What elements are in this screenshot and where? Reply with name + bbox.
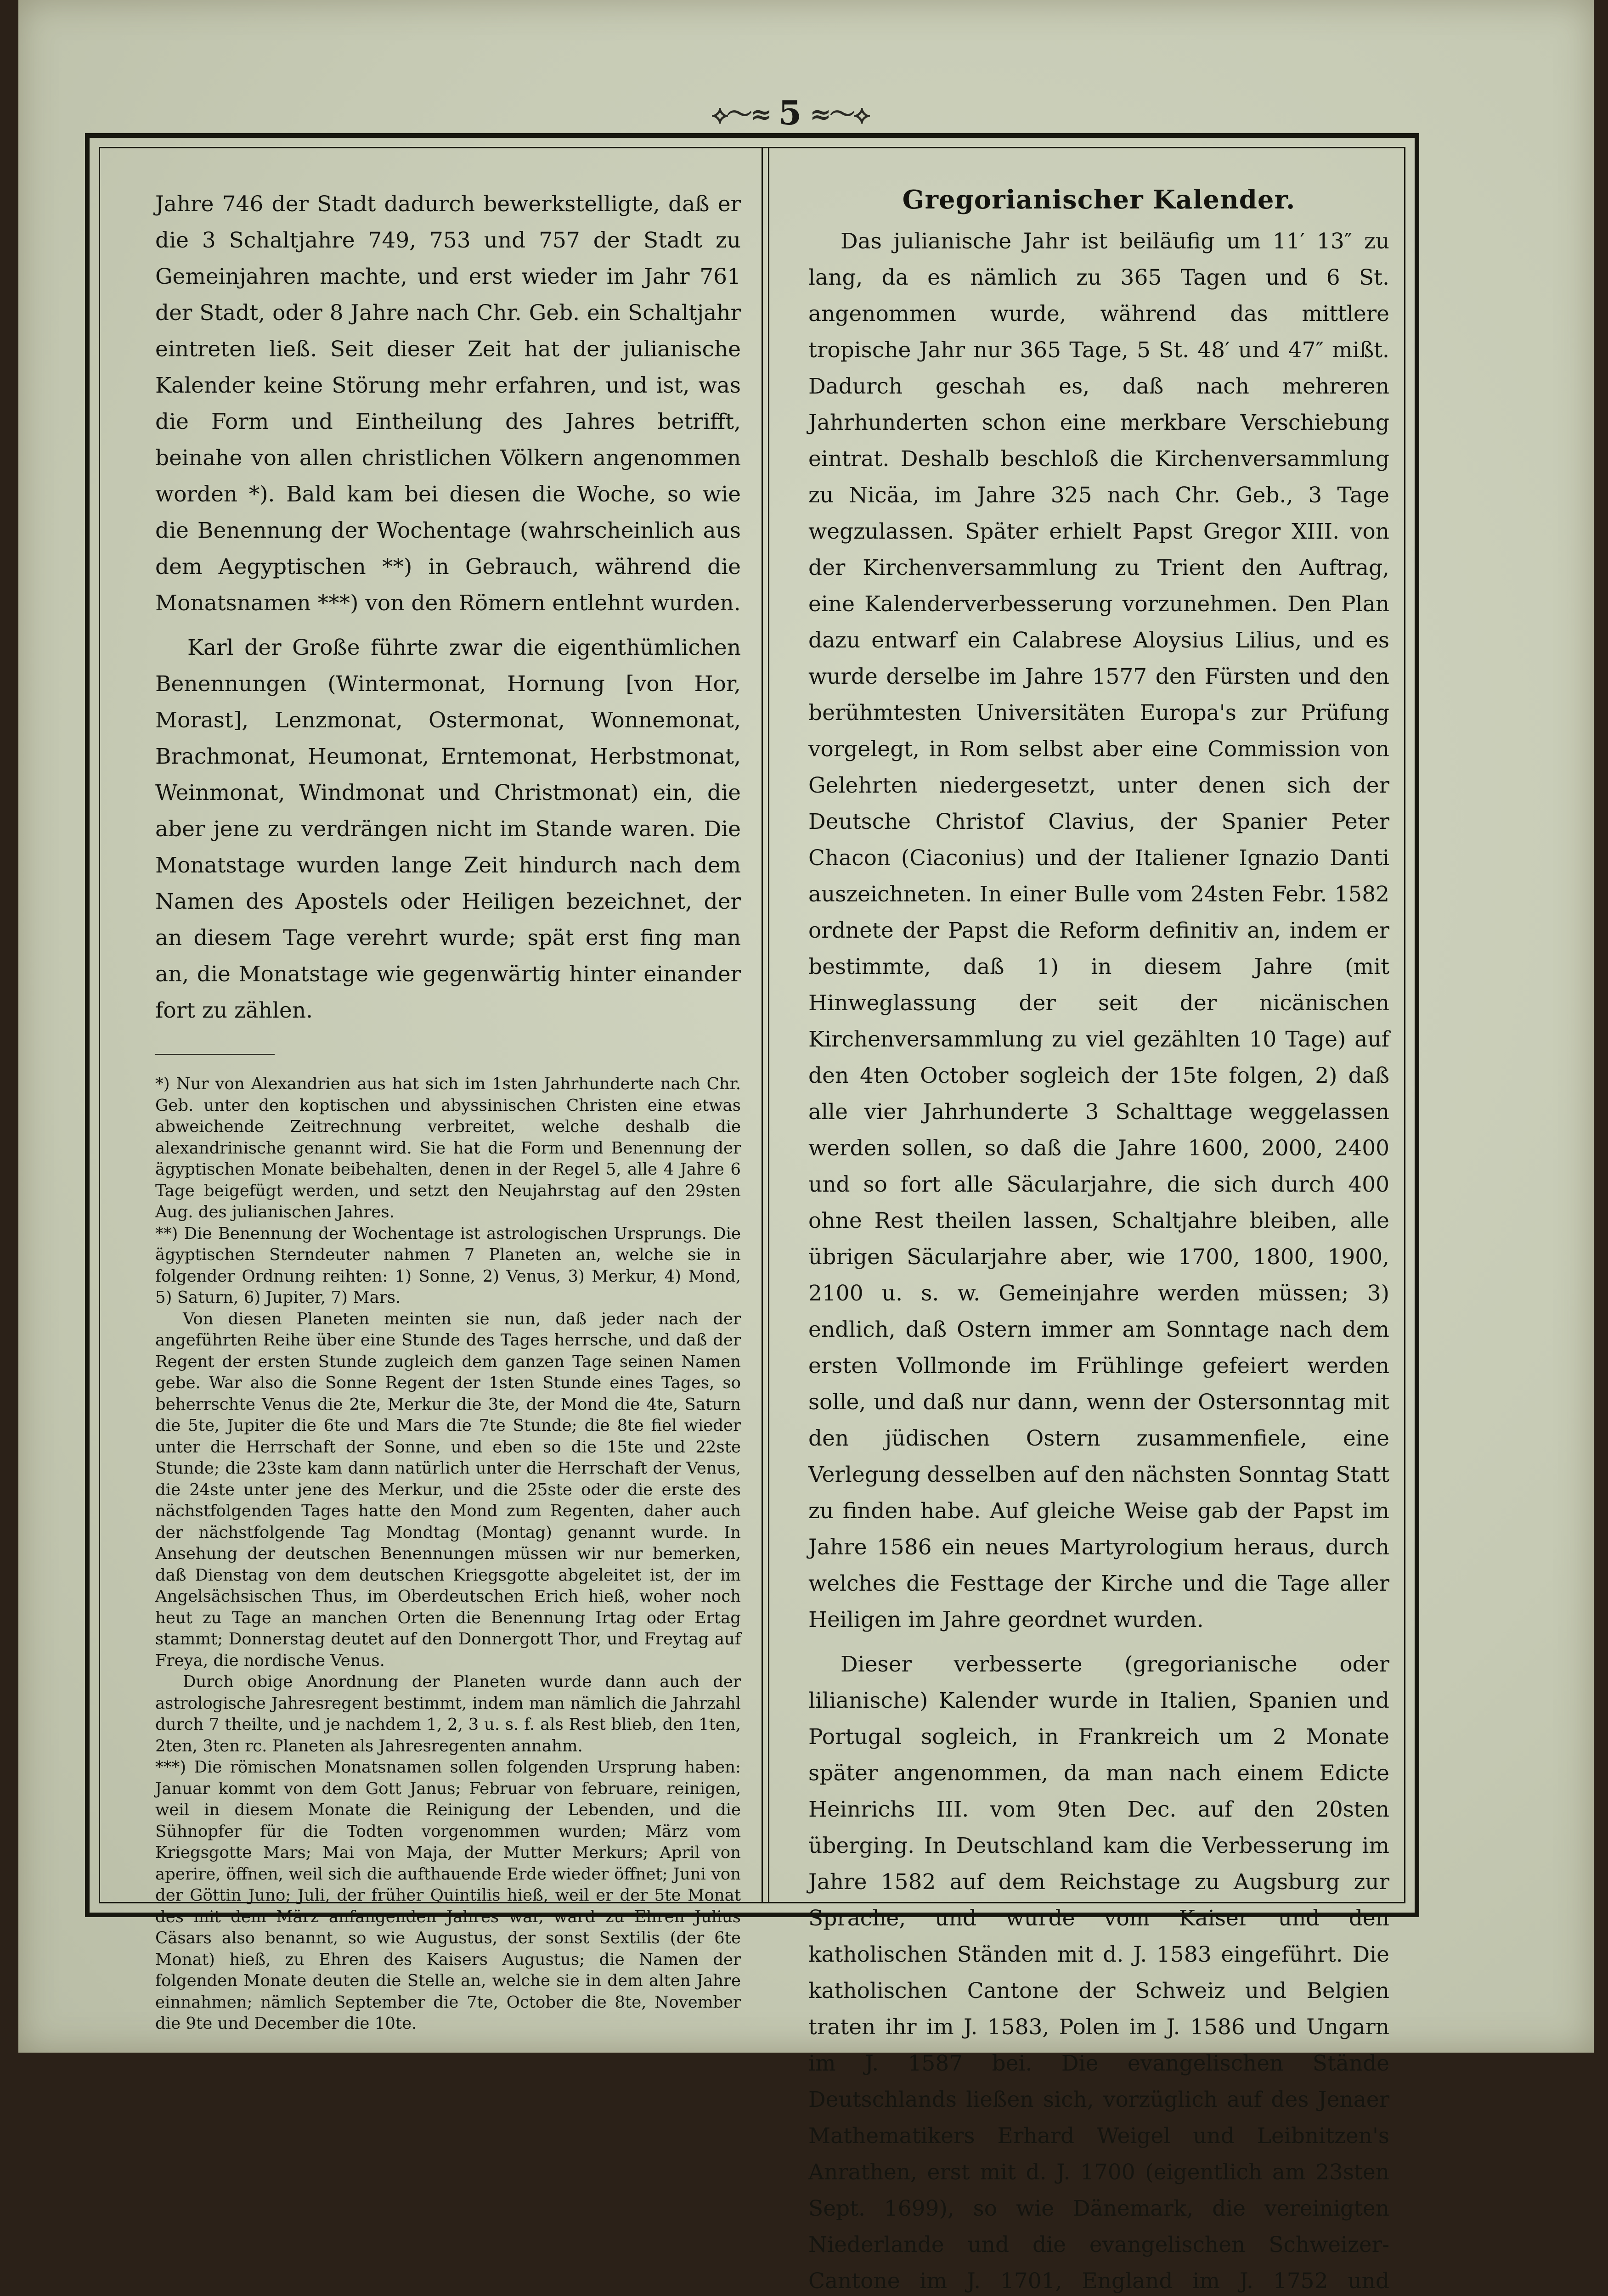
ornament-right-icon: ≈〜⟡	[810, 99, 869, 129]
footnote: Von diesen Planeten meinten sie nun, daß jeder nach der angeführten Reihe über eine Stunde des Tages herrsche, und daß der Regent der ersten Stunde zugleich dem ganzen Tage seinen Namen gebe. War also die Sonne Regent der 1sten Stunde eines Tages, so beherrschte Venus die 2te, Merkur die 3te, der Mond die 4te, Saturn die 5te, Jupiter die 6te und Mars die 7te Stunde; die 8te fiel wieder unter die Herrschaft der Sonne, und eben so die 15te und 22ste Stunde; die 23ste kam dann natürlich unter die Herrschaft der Venus, die 24ste unter jene des Merkur, und die 25ste oder die erste des nächstfolgenden Tages hatte den Mond zum Regenten, daher auch der nächstfolgende Tag Mondtag (Montag) genannt wurde. In Ansehung der deutschen Benennungen müssen wir nur bemerken, daß Dienstag von dem deutschen Kriegsgotte abgeleitet ist, der im Angelsächsischen Thus, im Oberdeutschen Erich hieß, woher noch heut zu Tage an manchen Orten die Benennung Irtag oder Ertag stammt; Donnerstag deutet auf den Donnergott Thor, und Freytag auf Freya, die nordische Venus.	[155, 1309, 741, 1670]
footnote: Durch obige Anordnung der Planeten wurde dann auch der astrologische Jahresregent bestimmt, indem man nämlich die Jahrzahl durch 7 theilte, und je nachdem 1, 2, 3 u. s. f. als Rest blieb, den 1ten, 2ten, 3ten rc. Planeten als Jahresregenten annahm.	[155, 1672, 741, 1756]
footnote-separator	[155, 1054, 275, 1055]
section-title: Gregorianischer Kalender.	[902, 185, 1296, 215]
body-paragraph: Dieser verbesserte (gregorianische oder lilianische) Kalender wurde in Italien, Spanien und Portugal sogleich, in Frankreich um 2 Monate später angenommen, da man nach einem Edicte Heinrichs III. vom 9ten Dec. auf den 20sten überging. In Deutschland kam die Verbesserung im Jahre 1582 auf dem Reichstage zu Augsburg zur Sprache, und wurde vom Kaiser und den katholischen Ständen mit d. J. 1583 eingeführt. Die katholischen Cantone der Schweiz und Belgien traten ihr im J. 1583, Polen im J. 1586 und Ungarn im J. 1587 bei. Die evangelischen Stände Deutschlands ließen sich, vorzüglich auf des Jenaer Mathematikers Erhard Weigel und Leibnitzen's Anrathen, erst mit d. J. 1700 (eigentlich am 23sten Sept. 1699), so wie Dänemark, die vereinigten Niederlande und die evangelischen Schweizer-Cantone im J. 1701, England im J. 1752 und	[808, 1652, 1389, 2294]
page-number-header	[680, 87, 900, 138]
page-number: 5	[778, 93, 802, 132]
footnote: ***) Die römischen Monatsnamen sollen folgenden Ursprung haben: Januar kommt von dem Gott Janus; Februar von februare, reinigen, weil in diesem Monate die Reinigung der Lebenden, und die Sühnopfer für die Todten vorgenommen wurden; März vom Kriegsgotte Mars; Mai von Maja, der Mutter Merkurs; April von aperire, öffnen, weil sich die aufthauende Erde wieder öffnet; Juni von der Göttin Juno; Juli, der früher Quintilis hieß, weil er der 5te Monat des mit dem März anfangenden Jahres war, ward zu Ehren Julius Cäsars also benannt, so wie Augustus, der sonst Sextilis (der 6te Monat) hieß, zu Ehren des Kaisers Augustus; die Namen der folgenden Monate deuten die Stelle an, welche sie in dem alten Jahre einnahmen; nämlich September die 7te, October die 8te, November die 9te und December die 10te.	[155, 1758, 741, 2033]
body-paragraph: Jahre 746 der Stadt dadurch bewerkstelligte, daß er die 3 Schaltjahre 749, 753 und 757 der Stadt zu Gemeinjahren machte, und erst wieder im Jahr 761 der Stadt, oder 8 Jahre nach Chr. Geb. ein Schaltjahr eintreten ließ. Seit dieser Zeit hat der julianische Kalender keine Störung mehr erfahren, und ist, was die Form und Eintheilung des Jahres betrifft, beinahe von allen christlichen Völkern angenommen worden *). Bald kam bei diesen die Woche, so wie die Benennung der Wochentage (wahrscheinlich aus dem Aegyptischen **) in Gebrauch, während die Monatsnamen ***) von den Römern entlehnt wurden.	[155, 191, 741, 616]
ornament-left-icon: ⟡〜≈	[711, 99, 770, 129]
column-divider	[768, 147, 769, 1903]
left-column	[155, 186, 741, 2035]
body-paragraph: Das julianische Jahr ist beiläufig um 11′ 13″ zu lang, da es nämlich zu 365 Tagen und 6 St. angenommen wurde, während das mittlere tropische Jahr nur 365 Tage, 5 St. 48′ und 47″ mißt. Dadurch geschah es, daß nach mehreren Jahrhunderten schon eine merkbare Verschiebung eintrat. Deshalb beschloß die Kirchenversammlung zu Nicäa, im Jahre 325 nach Chr. Geb., 3 Tage wegzulassen. Später erhielt Papst Gregor XIII. von der Kirchenversammlung zu Trient den Auftrag, eine Kalenderverbesserung vorzunehmen. Den Plan dazu entwarf ein Calabrese Aloysius Lilius, und es wurde derselbe im Jahre 1577 den Fürsten und den berühmtesten Universitäten Europa's zur Prüfung vorgelegt, in Rom selbst aber eine Commission von Gelehrten niedergesetzt, unter denen sich der Deutsche Christof Clavius, der Spanier Peter Chacon (Ciaconius) und der Italiener Ignazio Danti auszeichneten. In einer Bulle vom 24sten Febr. 1582 ordnete der Papst die Reform definitiv an, indem er bestimmte, daß 1) in diesem Jahre (mit Hinweglassung der seit der nicänischen Kirchenversammlung zu viel gezählten 10 Tage) auf den 4ten October sogleich der 15te folgen, 2) daß alle vier Jahrhunderte 3 Schalttage weggelassen werden sollen, so daß die Jahre 1600, 2000, 2400 und so fort alle Säcularjahre, die sich durch 400 ohne Rest theilen lassen, Schaltjahre bleiben, alle übrigen Säcularjahre aber, wie 1700, 1800, 1900, 2100 u. s. w. Gemeinjahre werden müssen; 3) endlich, daß Ostern immer am Sonntage nach dem ersten Vollmonde im Frühlinge gefeiert werden solle, und daß nur dann, wenn der Ostersonntag mit den jüdischen Ostern zusammenfiele, eine Verlegung desselben auf den nächsten Sonntag Statt zu finden habe. Auf gleiche Weise gab der Papst im Jahre 1586 ein neues Martyrologium heraus, durch welches die Festtage der Kirche und die Tage aller Heiligen im Jahre geordnet wurden.	[808, 229, 1390, 1632]
right-column	[808, 179, 1389, 2296]
body-paragraph: Karl der Große führte zwar die eigenthümlichen Benennungen (Wintermonat, Hornung [von Hor, Morast], Lenzmonat, Ostermonat, Wonnemonat, Brachmonat, Heumonat, Erntemonat, Herbstmonat, Weinmonat, Windmonat und Christmonat) ein, die aber jene zu verdrängen nicht im Stande waren. Die Monatstage wurden lange Zeit hindurch nach dem Namen des Apostels oder Heiligen bezeichnet, der an diesem Tage verehrt wurde; spät erst fing man an, die Monatstage wie gegenwärtig hinter einander fort zu zählen.	[155, 635, 741, 1023]
column-divider	[762, 147, 763, 1903]
footnote: **) Die Benennung der Wochentage ist astrologischen Ursprungs. Die ägyptischen Sterndeuter nahmen 7 Planeten an, welche sie in folgender Ordnung reihten: 1) Sonne, 2) Venus, 3) Merkur, 4) Mond, 5) Saturn, 6) Jupiter, 7) Mars.	[155, 1224, 741, 1307]
footnote: *) Nur von Alexandrien aus hat sich im 1sten Jahrhunderte nach Chr. Geb. unter den koptischen und abyssinischen Christen eine etwas abweichende Zeitrechnung verbreitet, welche deshalb die alexandrinische genannt wird. Sie hat die Form und Benennung der ägyptischen Monate beibehalten, denen in der Regel 5, alle 4 Jahre 6 Tage beigefügt werden, und setzt den Neujahrstag auf den 29sten Aug. des julianischen Jahres.	[155, 1075, 741, 1221]
